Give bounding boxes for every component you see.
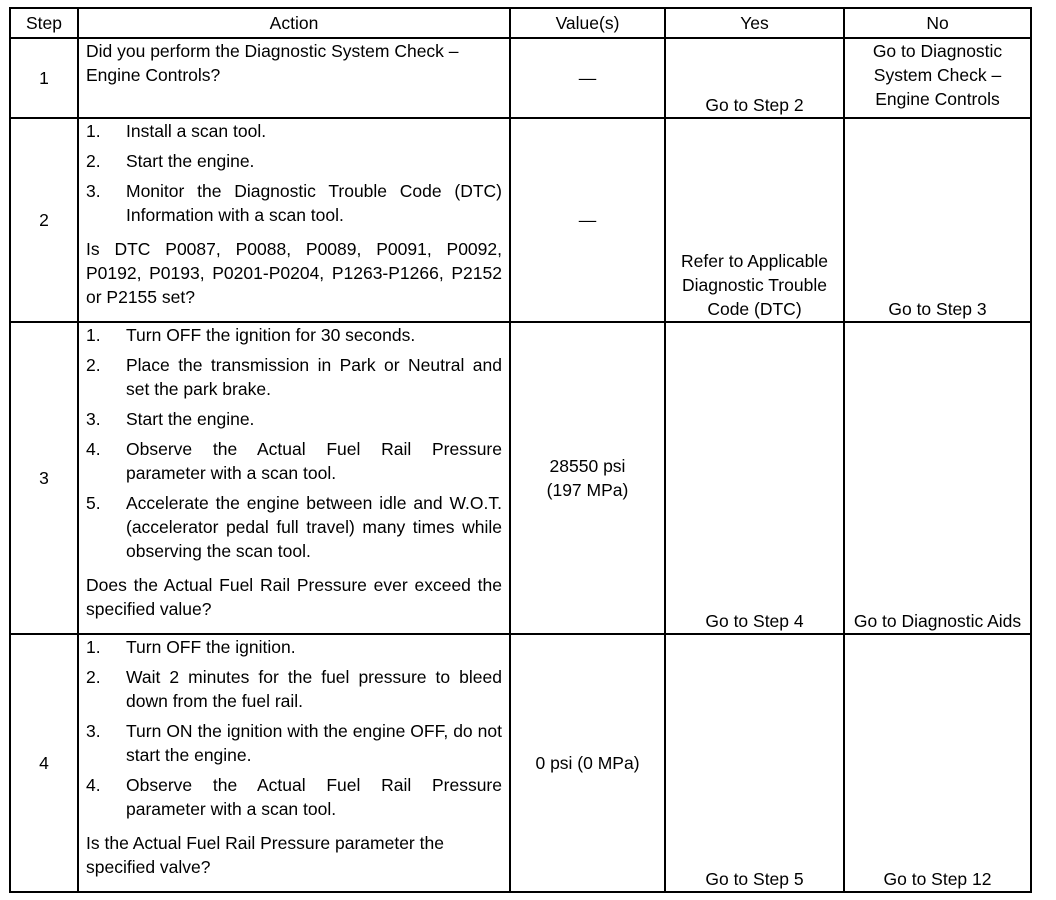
item-number: 1. <box>86 121 101 141</box>
list-item <box>86 719 502 767</box>
diagnostic-table <box>9 7 1032 893</box>
step-number: 3 <box>10 322 78 634</box>
yes-cell: Go to Step 2 <box>665 38 844 118</box>
item-text: Start the engine. <box>126 151 255 171</box>
list-item <box>86 665 502 713</box>
item-text: Install a scan tool. <box>126 121 267 141</box>
item-text: Observe the Actual Fuel Rail Pressure parameter with a scan tool. <box>126 439 502 483</box>
no-cell: Go to Step 12 <box>844 634 1031 892</box>
item-number: 4. <box>86 775 101 795</box>
item-number: 2. <box>86 355 101 375</box>
header-yes: Yes <box>665 8 844 38</box>
action-cell <box>78 38 510 118</box>
action-question: Is the Actual Fuel Rail Pressure parameter the specified valve? <box>86 833 444 877</box>
item-number: 1. <box>86 325 101 345</box>
item-number: 1. <box>86 637 101 657</box>
action-steps-list <box>86 323 502 563</box>
action-steps-list <box>86 635 502 821</box>
no-cell: Go to Diagnostic Aids <box>844 322 1031 634</box>
table-row <box>10 322 1031 634</box>
item-text: Place the transmission in Park or Neutral and set the park brake. <box>126 355 502 399</box>
item-number: 3. <box>86 721 101 741</box>
item-number: 2. <box>86 151 101 171</box>
value-psi: 28550 psi <box>549 456 626 476</box>
list-item <box>86 407 502 431</box>
item-text: Turn ON the ignition with the engine OFF, do not start the engine. <box>126 721 502 765</box>
value-cell: 0 psi (0 MPa) <box>510 634 665 892</box>
item-text: Observe the Actual Fuel Rail Pressure parameter with a scan tool. <box>126 775 502 819</box>
action-question: Did you perform the Diagnostic System Check – Engine Controls? <box>86 41 459 85</box>
action-question: Is DTC P0087, P0088, P0089, P0091, P0092, P0192, P0193, P0201-P0204, P1263-P1266, P2152 or P2155 set? <box>86 239 502 307</box>
value-cell <box>510 322 665 634</box>
yes-cell: Go to Step 4 <box>665 322 844 634</box>
list-item <box>86 149 502 173</box>
table-row <box>10 38 1031 118</box>
list-item <box>86 773 502 821</box>
item-text: Start the engine. <box>126 409 255 429</box>
header-step: Step <box>10 8 78 38</box>
action-question: Does the Actual Fuel Rail Pressure ever exceed the specified value? <box>86 575 502 619</box>
item-number: 3. <box>86 181 101 201</box>
header-values: Value(s) <box>510 8 665 38</box>
value-cell: — <box>510 118 665 322</box>
table-row <box>10 118 1031 322</box>
value-cell: — <box>510 38 665 118</box>
item-text: Accelerate the engine between idle and W.O.T. (accelerator pedal full travel) many times while observing the scan tool. <box>126 493 502 561</box>
list-item <box>86 179 502 227</box>
list-item <box>86 323 502 347</box>
step-number: 1 <box>10 38 78 118</box>
list-item <box>86 491 502 563</box>
no-cell: Go to Step 3 <box>844 118 1031 322</box>
list-item <box>86 119 502 143</box>
list-item <box>86 635 502 659</box>
yes-cell: Refer to Applicable Diagnostic Trouble Code (DTC) <box>665 118 844 322</box>
list-item <box>86 353 502 401</box>
list-item <box>86 437 502 485</box>
action-cell <box>78 322 510 634</box>
table-row <box>10 634 1031 892</box>
item-number: 3. <box>86 409 101 429</box>
step-number: 2 <box>10 118 78 322</box>
item-number: 5. <box>86 493 101 513</box>
header-no: No <box>844 8 1031 38</box>
step-number: 4 <box>10 634 78 892</box>
no-cell: Go to Diagnostic System Check – Engine Controls <box>844 38 1031 118</box>
value-mpa: (197 MPa) <box>546 480 629 500</box>
header-action: Action <box>78 8 510 38</box>
item-number: 2. <box>86 667 101 687</box>
action-cell <box>78 634 510 892</box>
yes-cell: Go to Step 5 <box>665 634 844 892</box>
action-cell <box>78 118 510 322</box>
item-text: Turn OFF the ignition. <box>126 637 296 657</box>
table-header-row <box>10 8 1031 38</box>
action-steps-list <box>86 119 502 227</box>
item-text: Wait 2 minutes for the fuel pressure to bleed down from the fuel rail. <box>126 667 502 711</box>
item-number: 4. <box>86 439 101 459</box>
item-text: Monitor the Diagnostic Trouble Code (DTC) Information with a scan tool. <box>126 181 502 225</box>
item-text: Turn OFF the ignition for 30 seconds. <box>126 325 416 345</box>
